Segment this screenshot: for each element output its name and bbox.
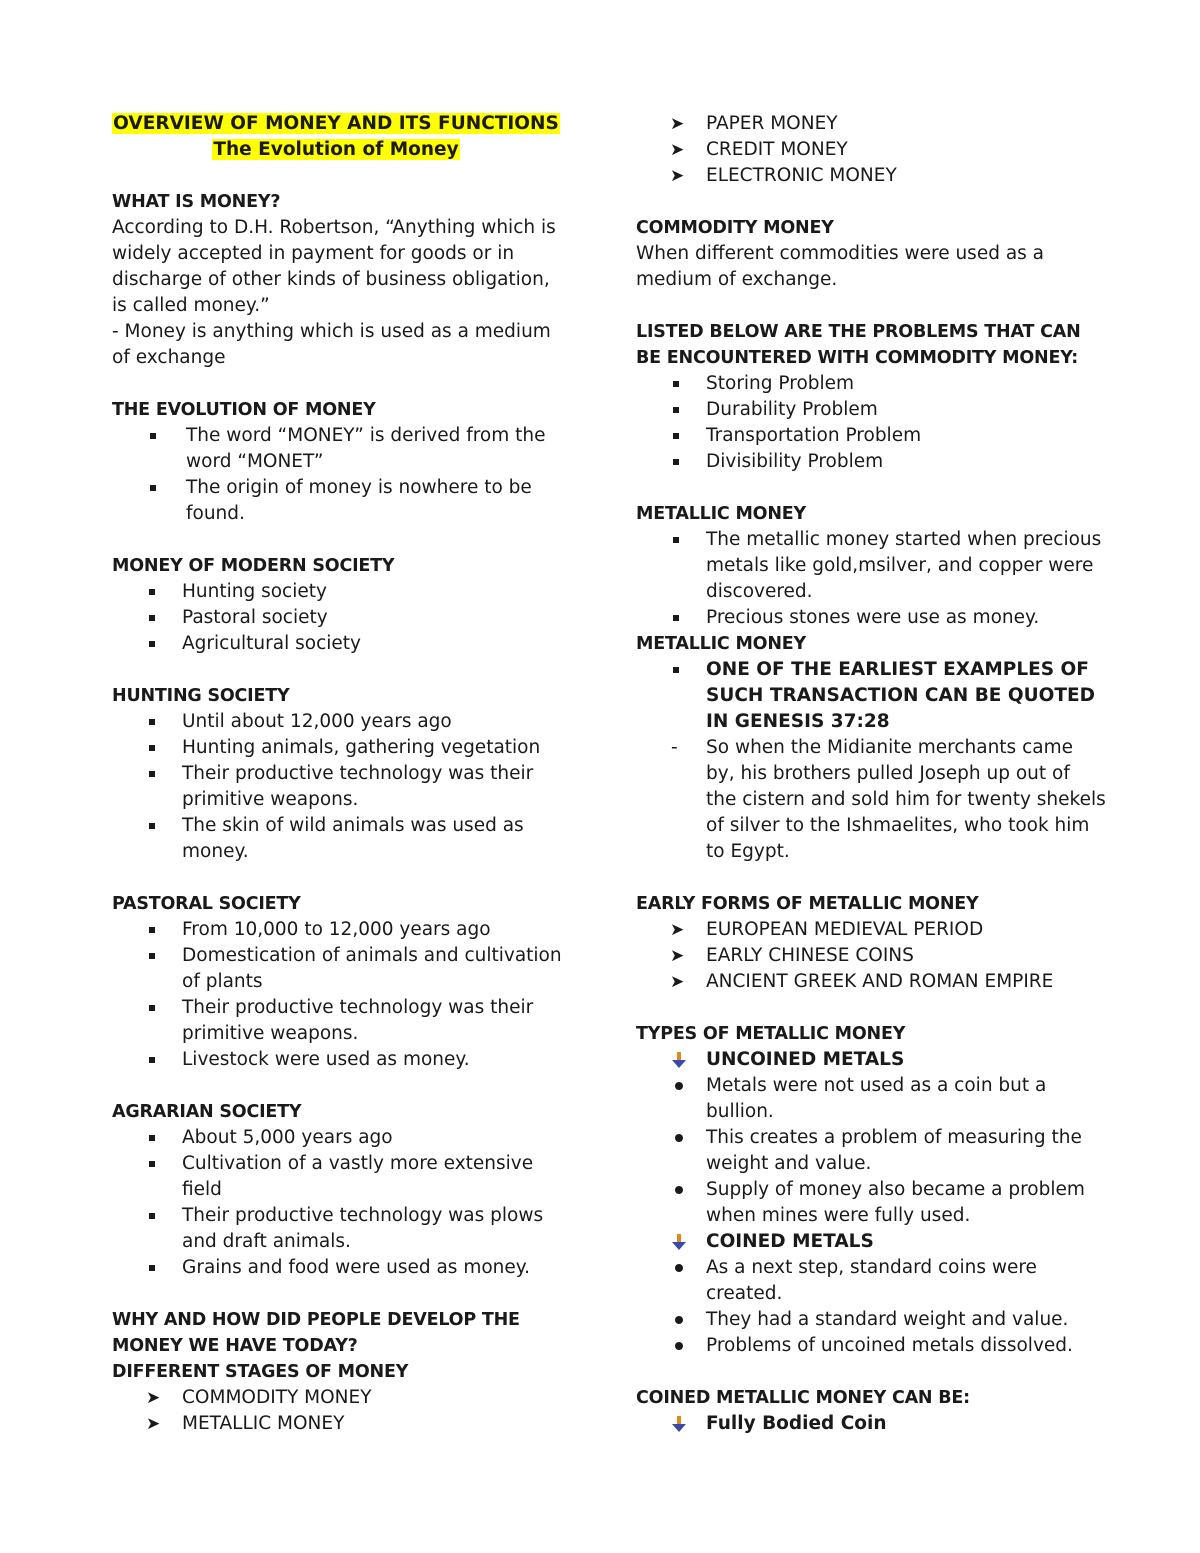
coined-can-be-heading: COINED METALLIC MONEY CAN BE: xyxy=(636,1388,970,1408)
square-bullet-icon xyxy=(673,615,679,621)
problems-heading: LISTED BELOW ARE THE PROBLEMS THAT CAN BE ENCOUNTERED WITH COMMODITY MONEY: xyxy=(636,322,1081,368)
modern-society-heading: MONEY OF MODERN SOCIETY xyxy=(112,556,395,576)
down-arrow-icon xyxy=(670,1415,688,1433)
agrarian-society-list xyxy=(112,1125,562,1281)
genesis-quote-list xyxy=(636,735,1106,865)
evolution-heading: THE EVOLUTION OF MONEY xyxy=(112,400,376,420)
robertson-quote: According to D.H. Robertson, “Anything which is widely accepted in payment for goods or in discharge of other kinds of business obligation, is called money.” xyxy=(112,217,556,316)
square-bullet-icon xyxy=(149,615,155,621)
square-bullet-icon xyxy=(150,433,156,439)
list-item: Problems of uncoined metals dissolved. xyxy=(636,1333,1106,1359)
metallic-money-heading: METALLIC MONEY xyxy=(636,504,807,524)
dash-bullet: - xyxy=(671,737,678,758)
genesis-list xyxy=(636,657,1106,735)
list-item: From 10,000 to 12,000 years ago xyxy=(112,917,562,943)
square-bullet-icon xyxy=(149,823,155,829)
stages-list xyxy=(112,1385,562,1437)
square-bullet-icon xyxy=(149,1213,155,1219)
list-item: Hunting society xyxy=(112,579,562,605)
round-bullet-icon xyxy=(675,1082,683,1090)
stages-heading: DIFFERENT STAGES OF MONEY xyxy=(112,1362,409,1382)
list-item: The origin of money is nowhere to be found. xyxy=(112,475,562,527)
square-bullet-icon xyxy=(149,719,155,725)
square-bullet-icon xyxy=(673,407,679,413)
list-item: Their productive technology was their primitive weapons. xyxy=(112,995,562,1047)
problems-list xyxy=(636,371,1106,475)
list-item: Agricultural society xyxy=(112,631,562,657)
list-item: Cultivation of a vastly more extensive field xyxy=(112,1151,562,1203)
list-item: COINED METALS xyxy=(636,1229,1106,1255)
round-bullet-icon xyxy=(675,1264,683,1272)
list-item: Their productive technology was their primitive weapons. xyxy=(112,761,562,813)
commodity-money-text: When different commodities were used as a medium of exchange. xyxy=(636,243,1045,290)
list-item: Metals were not used as a coin but a bullion. xyxy=(636,1073,1106,1125)
list-item: Durability Problem xyxy=(636,397,1106,423)
square-bullet-icon xyxy=(149,641,155,647)
round-bullet-icon xyxy=(675,1134,683,1142)
square-bullet-icon xyxy=(673,537,679,543)
hunting-society-heading: HUNTING SOCIETY xyxy=(112,686,290,706)
uncoined-label-list xyxy=(636,1047,1106,1073)
arrow-bullet-icon: ➤ xyxy=(670,946,685,966)
types-heading: TYPES OF METALLIC MONEY xyxy=(636,1024,906,1044)
list-item: UNCOINED METALS xyxy=(636,1047,1106,1073)
square-bullet-icon xyxy=(673,433,679,439)
list-item: Divisibility Problem xyxy=(636,449,1106,475)
square-bullet-icon xyxy=(673,459,679,465)
square-bullet-icon xyxy=(673,381,679,387)
list-item: The metallic money started when precious metals like gold,msilver, and copper were discovered. xyxy=(636,527,1106,605)
list-item: Hunting animals, gathering vegetation xyxy=(112,735,562,761)
list-item: About 5,000 years ago xyxy=(112,1125,562,1151)
metallic-money-list xyxy=(636,527,1106,631)
list-item: Supply of money also became a problem when mines were fully used. xyxy=(636,1177,1106,1229)
money-definition: - Money is anything which is used as a medium of exchange xyxy=(112,321,551,368)
list-item: ➤ CREDIT MONEY xyxy=(636,137,1106,163)
list-item: ➤ PAPER MONEY xyxy=(636,111,1106,137)
early-forms-list xyxy=(636,917,1106,995)
list-item: Precious stones were use as money. xyxy=(636,605,1106,631)
arrow-bullet-icon: ➤ xyxy=(670,140,685,160)
arrow-bullet-icon: ➤ xyxy=(146,1388,161,1408)
why-how-heading: WHY AND HOW DID PEOPLE DEVELOP THE MONEY WE HAVE TODAY? xyxy=(112,1310,520,1356)
coined-list xyxy=(636,1255,1106,1359)
round-bullet-icon xyxy=(675,1342,683,1350)
list-item: The skin of wild animals was used as money. xyxy=(112,813,562,865)
uncoined-list xyxy=(636,1073,1106,1229)
stages-list-continued xyxy=(636,111,1106,189)
list-item: - So when the Midianite merchants came by, his brothers pulled Joseph up out of the cistern and sold him for twenty shekels of silver to the Ishmaelites, who took him to Egypt. xyxy=(671,737,1106,862)
arrow-bullet-icon: ➤ xyxy=(146,1414,161,1434)
square-bullet-icon xyxy=(149,1265,155,1271)
list-item: ➤ ANCIENT GREEK AND ROMAN EMPIRE xyxy=(636,969,1106,995)
early-forms-heading: EARLY FORMS OF METALLIC MONEY xyxy=(636,894,979,914)
hunting-society-list xyxy=(112,709,562,865)
commodity-money-heading: COMMODITY MONEY xyxy=(636,218,834,238)
square-bullet-icon xyxy=(149,745,155,751)
list-item: Until about 12,000 years ago xyxy=(112,709,562,735)
arrow-bullet-icon: ➤ xyxy=(670,920,685,940)
left-column xyxy=(112,111,562,1437)
evolution-list xyxy=(112,423,562,527)
list-item: Their productive technology was plows and draft animals. xyxy=(112,1203,562,1255)
agrarian-society-heading: AGRARIAN SOCIETY xyxy=(112,1102,302,1122)
metallic-money-heading-2: METALLIC MONEY xyxy=(636,634,807,654)
round-bullet-icon xyxy=(675,1186,683,1194)
square-bullet-icon xyxy=(149,771,155,777)
list-item: Livestock were used as money. xyxy=(112,1047,562,1073)
list-item: The word “MONEY” is derived from the word “MONET” xyxy=(112,423,562,475)
arrow-bullet-icon: ➤ xyxy=(670,166,685,186)
down-arrow-icon xyxy=(670,1233,688,1251)
square-bullet-icon xyxy=(149,589,155,595)
square-bullet-icon xyxy=(149,1135,155,1141)
list-item: ➤ COMMODITY MONEY xyxy=(112,1385,562,1411)
square-bullet-icon xyxy=(149,1005,155,1011)
square-bullet-icon xyxy=(150,485,156,491)
square-bullet-icon xyxy=(149,927,155,933)
down-arrow-icon xyxy=(670,1051,688,1069)
list-item: Pastoral society xyxy=(112,605,562,631)
list-item: As a next step, standard coins were created. xyxy=(636,1255,1106,1307)
list-item: Transportation Problem xyxy=(636,423,1106,449)
square-bullet-icon xyxy=(673,667,679,673)
page-title xyxy=(112,111,560,137)
pastoral-society-heading: PASTORAL SOCIETY xyxy=(112,894,301,914)
list-item: Domestication of animals and cultivation of plants xyxy=(112,943,562,995)
right-column xyxy=(636,111,1106,1437)
round-bullet-icon xyxy=(675,1316,683,1324)
page-title-text: OVERVIEW OF MONEY AND ITS FUNCTIONS xyxy=(113,113,559,134)
list-item: Storing Problem xyxy=(636,371,1106,397)
list-item: They had a standard weight and value. xyxy=(636,1307,1106,1333)
arrow-bullet-icon: ➤ xyxy=(670,114,685,134)
coined-can-be-list xyxy=(636,1411,1106,1437)
what-is-money-heading: WHAT IS MONEY? xyxy=(112,192,281,212)
page-subtitle-text: The Evolution of Money xyxy=(213,139,459,160)
pastoral-society-list xyxy=(112,917,562,1073)
square-bullet-icon xyxy=(149,1161,155,1167)
list-item: Fully Bodied Coin xyxy=(636,1411,1106,1437)
list-item: Grains and food were used as money. xyxy=(112,1255,562,1281)
arrow-bullet-icon: ➤ xyxy=(670,972,685,992)
square-bullet-icon xyxy=(149,953,155,959)
list-item: ➤ EUROPEAN MEDIEVAL PERIOD xyxy=(636,917,1106,943)
list-item: ➤ METALLIC MONEY xyxy=(112,1411,562,1437)
list-item: ➤ EARLY CHINESE COINS xyxy=(636,943,1106,969)
list-item: ONE OF THE EARLIEST EXAMPLES OF SUCH TRANSACTION CAN BE QUOTED IN GENESIS 37:28 xyxy=(636,657,1106,735)
coined-label-list xyxy=(636,1229,1106,1255)
page-subtitle xyxy=(112,137,560,163)
list-item: ➤ ELECTRONIC MONEY xyxy=(636,163,1106,189)
list-item: This creates a problem of measuring the weight and value. xyxy=(636,1125,1106,1177)
modern-society-list xyxy=(112,579,562,657)
square-bullet-icon xyxy=(149,1057,155,1063)
